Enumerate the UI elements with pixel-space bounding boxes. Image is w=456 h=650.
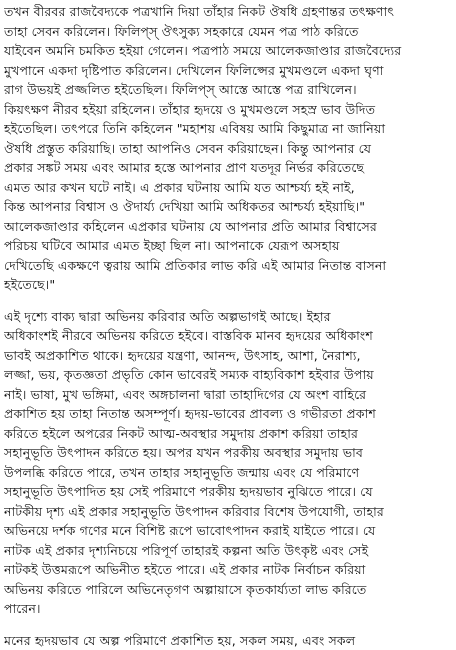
text-line: তাহা সেবন করিলেন। ফিলিপ্স্ ঔৎসুক্য সহকারে যেমন পত্র পাঠ করিতে bbox=[4, 22, 452, 42]
text-line: সহানুভূতি উৎপাদিত হয় সেই পরিমাণে পরকীয় হৃদয়ভাব নুঝিতে পারে। যে bbox=[4, 482, 452, 502]
text-line: নাটক এই প্রকার দৃশ্যনিচয়ে পরিপূর্ণ তাহারই কল্পনা অতি উৎকৃষ্ট এবং সেই bbox=[4, 541, 452, 561]
text-line: এই দৃশ্যে বাক্য দ্বারা অভিনয় করিবার অতি অল্পভাগই আছে। ইহার bbox=[4, 307, 452, 327]
text-line: আলেকজাণ্ডার কহিলেন এপ্রকার ঘটনায় যে আপনার প্রতি আমার বিশ্বাসের bbox=[4, 217, 452, 237]
text-line: ভাবই অপ্রকাশিত থাকে। হৃদয়ের যন্ত্রণা, আনন্দ, উৎসাহ, আশা, নৈরাশ্য, bbox=[4, 346, 452, 366]
text-line: সহানুভূতি উৎপাদন করিতে হয়। অপর যখন পরকীয় অবস্থার সমুদায় ভাব bbox=[4, 443, 452, 463]
text-line: লজ্জা, ভয়, কৃতজ্ঞতা প্রভৃতি কোন ভাবেরই সম্যক বাহ্যবিকাশ হইবার উপায় bbox=[4, 365, 452, 385]
text-line: প্রকার সঙ্কট সময় এবং আমার হস্তে আপনার প্রাণ যতদূর নির্ভর করিতেছে bbox=[4, 158, 452, 178]
text-line: হইতেছে।" bbox=[4, 275, 452, 295]
paragraph bbox=[4, 2, 452, 295]
text-line: পরিচয় ঘটিবে আমার এমত ইচ্ছা ছিল না। আপনাকে যেরূপ অসহায় bbox=[4, 236, 452, 256]
text-line: ঔষধি প্রস্তুত করিয়াছি। তাহা আপনিও সেবন করিয়াছেন। কিন্তু আপনার যে bbox=[4, 139, 452, 159]
text-line: অভিনয় করিতে পারিলে অভিনেতৃগণ অল্পায়াসে কৃতকার্য্যতা লাভ করিতে bbox=[4, 580, 452, 600]
paragraph-gap bbox=[4, 295, 452, 307]
text-line: প্রকাশিত হয় তাহা নিতান্ত অসম্পূর্ণ। হৃদয়-ভাবের প্রাবল্য ও গভীরতা প্রকাশ bbox=[4, 404, 452, 424]
paragraph bbox=[4, 631, 452, 650]
text-line: দেখিতেছি একক্ষণে ত্বরায় আমি প্রতিকার লাভ করি এই আমার নিতান্ত বাসনা bbox=[4, 256, 452, 276]
text-line: করিতে হইলে অপরের নিকট আত্ম-অবস্থার সমুদায় প্রকাশ করিয়া তাহার bbox=[4, 424, 452, 444]
text-line: অভিনয়ে দর্শক গণের মনে বিশিষ্ট রূপে ভাবোৎপাদন করাই যাইতে পারে। যে bbox=[4, 521, 452, 541]
text-line: কিন্ত আপনার বিশ্বাস ও ঔদার্য্য দেখিয়া আমি অধিকতর আশ্চর্য্য হইয়াছি।" bbox=[4, 197, 452, 217]
text-line: মুখপানে একদা দৃষ্টিপাত করিলেন। দেখিলেন ফিলিপ্সের মুখমণ্ডলে একদা ঘৃণা bbox=[4, 61, 452, 81]
text-line: এমত আর কখন ঘটে নাই। এ প্রকার ঘটনায় আমি যত আশ্চর্য্য হই নাই, bbox=[4, 178, 452, 198]
text-line: হইতেছিল। তৎপরে তিনি কহিলেন "মহাশয় এবিষয় আমি কিছুমাত্র না জানিয়া bbox=[4, 119, 452, 139]
text-line: তখন বীরবর রাজবৈদ্যকে পত্রখানি দিয়া তাঁহার নিকট ঔষধি গ্রহণান্তর তৎক্ষণাৎ bbox=[4, 2, 452, 22]
text-line: উপলব্ধি করিতে পারে, তখন তাহার সহানুভূতি জন্মায় এবং যে পরিমাণে bbox=[4, 463, 452, 483]
text-line: পারেন। bbox=[4, 599, 452, 619]
paragraph-gap bbox=[4, 619, 452, 631]
text-line: অধিকাংশই নীরবে অভিনয় করিতে হইবে। বাস্তবিক মানব হৃদয়ের অধিকাংশ bbox=[4, 326, 452, 346]
text-line: কিয়ৎক্ষণ নীরব হইয়া রহিলেন। তাঁহার হৃদয়ে ও মুখমণ্ডলে সহস্র ভাব উদিত bbox=[4, 100, 452, 120]
paragraph bbox=[4, 307, 452, 619]
text-line: মনের হৃদয়ভাব যে অল্প পরিমাণে প্রকাশিত হয়, সকল সময়, এবং সকল bbox=[4, 631, 452, 650]
text-line: রাগ উভয়ই প্রজ্জলিত হইতেছিল। ফিলিপ্স্ আস্তে আস্তে পত্র রাখিলেন। bbox=[4, 80, 452, 100]
text-line: নাই। ভাষা, মুখ ভঙ্গিমা, এবং অঙ্গচালনা দ্বারা তাহাদিগের যে অংশ বাহিরে bbox=[4, 385, 452, 405]
text-line: নাটকীয় দৃশ্য এই প্রকার সহানুভূতি উৎপাদন করিবার বিশেষ উপযোগী, তাহার bbox=[4, 502, 452, 522]
text-line: যাইবেন অমনি চমকিত হইয়া গেলেন। পত্রপাঠ সময়ে আলেকজাণ্ডার রাজবৈদ্যের bbox=[4, 41, 452, 61]
text-line: নাটকই উত্তমরূপে অভিনীত হইতে পারে। এই প্রকার নাটক নির্বাচন করিয়া bbox=[4, 560, 452, 580]
